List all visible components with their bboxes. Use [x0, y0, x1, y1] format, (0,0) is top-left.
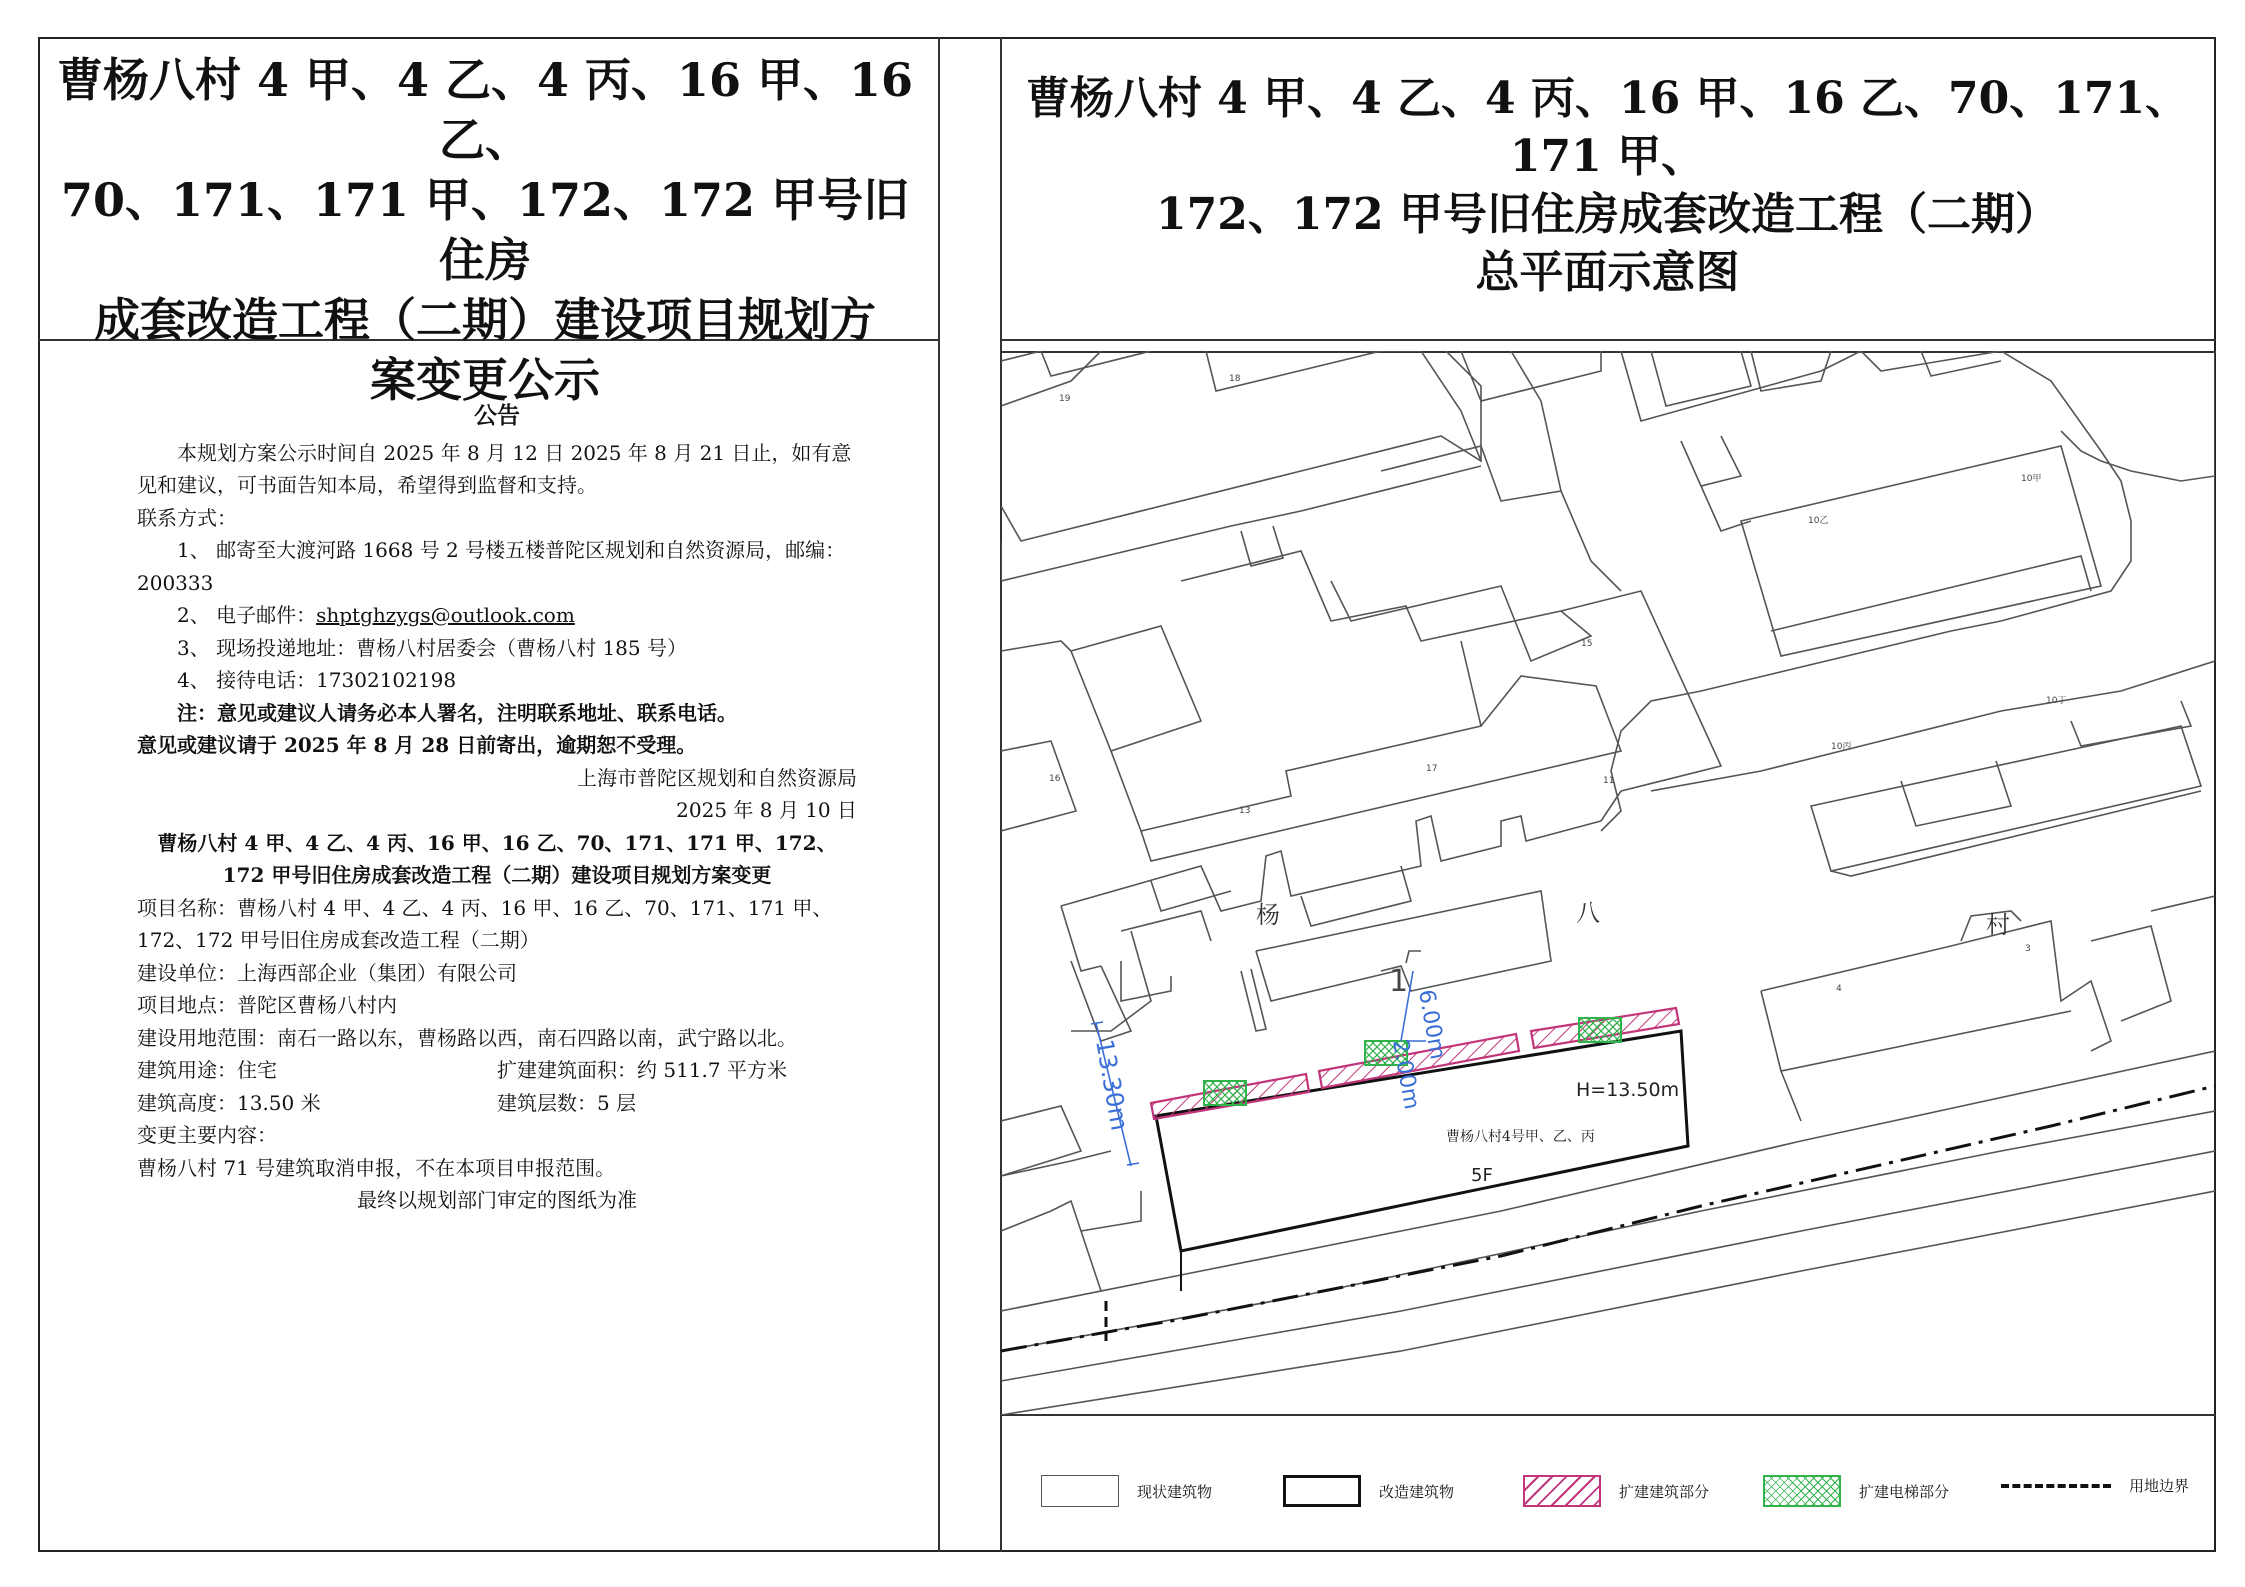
project-title: 曹杨八村 4 甲、4 乙、4 丙、16 甲、16 乙、70、171、171 甲、172、172 甲号旧住房成套改造工程（二期）建设项目规划方案变更 [157, 830, 837, 887]
email-link[interactable]: shptghzygs@outlook.com [316, 603, 575, 627]
height-label: H=13.50m [1576, 1079, 1680, 1101]
final-note: 最终以规划部门审定的图纸为准 [357, 1188, 637, 1212]
right-title-line: 总平面示意图 [1475, 247, 1740, 298]
legend-boundary-swatch [2001, 1484, 2111, 1488]
bldg-18-label: 18 [1229, 374, 1241, 384]
site-plan [1001, 351, 2215, 1415]
village-char-1: 杨 [1256, 901, 1280, 929]
bldg-10b-label: 10丁 [2046, 696, 2067, 706]
existing-buildings [1001, 351, 2215, 1415]
height-floors-row [137, 1087, 857, 1120]
legend [1001, 1440, 2215, 1550]
contact-label: 联系方式： [137, 505, 237, 530]
bldg-16-label: 16 [1049, 774, 1061, 784]
project-use: 建筑用途：住宅 [137, 1058, 277, 1082]
legend-extension-label: 扩建建筑部分 [1619, 1482, 1710, 1501]
project-scope: 建设用地范围：南石一路以东，曹杨路以西，南石四路以南，武宁路以北。 [137, 1025, 797, 1050]
bldg-3-label: 3 [2025, 944, 2031, 954]
site-boundary [1001, 1086, 2215, 1351]
left-title-line: 曹杨八村 4 甲、4 乙、4 丙、16 甲、16 乙、 [56, 53, 914, 167]
left-title-line: 案变更公示 [370, 353, 600, 407]
notice-note-2: 意见或建议请于 2025 年 8 月 28 日前寄出，逾期恕不受理。 [137, 733, 697, 757]
elevator-part [1579, 1018, 1621, 1042]
contact-phone: 4、 接待电话：17302102198 [177, 668, 457, 692]
bldg-11-label: 11 [1603, 776, 1615, 786]
dim-6-00-label: 6.00m [1413, 987, 1450, 1062]
project-location: 项目地点：普陀区曹杨八村内 [137, 993, 397, 1017]
legend-boundary [2001, 1475, 2189, 1496]
bldg-10c-label: 10乙 [1808, 516, 1829, 526]
contact-onsite: 3、 现场投递地址：曹杨八村居委会（曹杨八村 185 号） [177, 635, 687, 660]
issuer: 上海市普陀区规划和自然资源局 [577, 765, 857, 790]
legend-elevator [1763, 1475, 1949, 1507]
left-title [40, 50, 930, 407]
notice-panel [137, 400, 857, 1217]
use-area-row [137, 1054, 857, 1087]
legend-existing-label: 现状建筑物 [1137, 1482, 1213, 1501]
dim-2-00-label: 2.00m [1387, 1037, 1424, 1112]
left-title-line: 70、171、171 甲、172、172 甲号旧住房 [60, 173, 910, 287]
contact-email [137, 599, 857, 632]
project-floors: 建筑层数：5 层 [497, 1090, 637, 1115]
contact-email-label: 2、 电子邮件： [177, 603, 317, 627]
center-divider [938, 37, 940, 1552]
bldg-10a-label: 10甲 [2021, 474, 2042, 484]
left-title-line: 成套改造工程（二期）建设项目规划方 [94, 293, 876, 347]
elevator-part [1204, 1081, 1246, 1105]
legend-extension [1523, 1475, 1709, 1507]
title-divider-right [1000, 339, 2216, 341]
project-name: 项目名称：曹杨八村 4 甲、4 乙、4 丙、16 甲、16 乙、70、171、171 甲、172、172 甲号旧住房成套改造工程（二期） [137, 895, 833, 952]
notice-note-1: 注：意见或建议人请务必本人署名，注明联系地址、联系电话。 [177, 700, 737, 725]
right-title-line: 曹杨八村 4 甲、4 乙、4 丙、16 甲、16 乙、70、171、171 甲、 [1025, 73, 2190, 182]
project-area: 扩建建筑面积：约 511.7 平方米 [497, 1058, 787, 1082]
legend-boundary-label: 用地边界 [2129, 1477, 2190, 1495]
bldg-13-label: 13 [1239, 806, 1251, 816]
village-char-2: 八 [1576, 899, 1600, 927]
floors-label: 5F [1471, 1165, 1493, 1186]
notice-heading: 公告 [474, 402, 520, 429]
bldg-17-label: 17 [1426, 764, 1438, 774]
legend-extension-swatch [1523, 1475, 1601, 1507]
notice-intro: 本规划方案公示时间自 2025 年 8 月 12 日 2025 年 8 月 21 日止，如有意见和建议，可书面告知本局，希望得到监督和支持。 [137, 440, 852, 497]
contact-mail: 1、 邮寄至大渡河路 1668 号 2 号楼五楼普陀区规划和自然资源局，邮编：200333 [137, 538, 846, 595]
bldg-4-label: 4 [1836, 984, 1842, 994]
bldg-10d-label: 10丙 [1831, 742, 1852, 752]
site-plan-svg [1001, 351, 2215, 1415]
change-label: 变更主要内容： [137, 1123, 277, 1147]
project-height: 建筑高度：13.50 米 [137, 1090, 321, 1115]
dim-13-30-label: 13.30m [1090, 1037, 1134, 1133]
bldg-19-label: 19 [1059, 394, 1071, 404]
legend-elevator-label: 扩建电梯部分 [1859, 1482, 1950, 1501]
bldg-10d [1811, 726, 2201, 871]
issue-date: 2025 年 8 月 10 日 [676, 798, 857, 822]
legend-elevator-swatch [1763, 1475, 1841, 1507]
legend-existing [1041, 1475, 1212, 1507]
legend-renovated-label: 改造建筑物 [1379, 1482, 1455, 1501]
legend-renovated [1283, 1475, 1454, 1507]
bldg-15-label: 15 [1581, 639, 1593, 649]
village-char-3: 村 [1986, 911, 2010, 939]
building-number-label: 1 [1389, 964, 1409, 999]
legend-existing-swatch [1041, 1475, 1119, 1507]
change-content: 曹杨八村 71 号建筑取消申报，不在本项目申报范围。 [137, 1155, 616, 1180]
legend-renovated-swatch [1283, 1475, 1361, 1507]
building-name-label: 曹杨八村4号甲、乙、丙 [1446, 1129, 1595, 1145]
right-title [1000, 70, 2215, 330]
project-builder: 建设单位：上海西部企业（集团）有限公司 [137, 960, 517, 985]
right-title-line: 172、172 甲号旧住房成套改造工程（二期） [1155, 189, 2059, 240]
